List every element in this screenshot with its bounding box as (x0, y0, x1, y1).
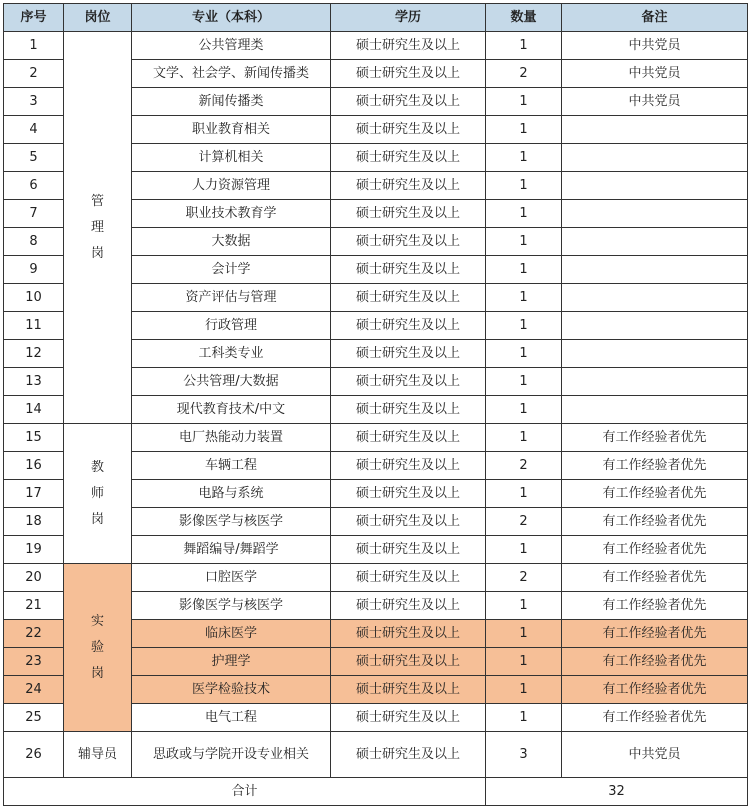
row-education: 硕士研究生及以上 (331, 452, 486, 480)
row-major: 公共管理/大数据 (132, 368, 331, 396)
total-row (4, 778, 748, 806)
row-remark: 有工作经验者优先 (562, 508, 748, 536)
row-no: 8 (4, 228, 64, 256)
row-no: 9 (4, 256, 64, 284)
row-remark: 中共党员 (562, 88, 748, 116)
row-major (132, 732, 331, 778)
header-quantity: 数量 (486, 4, 562, 32)
row-no: 20 (4, 564, 64, 592)
row-quantity: 1 (486, 676, 562, 704)
row-no: 7 (4, 200, 64, 228)
row-major: 影像医学与核医学 (132, 508, 331, 536)
row-education: 硕士研究生及以上 (331, 508, 486, 536)
row-education: 硕士研究生及以上 (331, 368, 486, 396)
row-quantity: 1 (486, 340, 562, 368)
group-char: 理 (90, 219, 104, 235)
row-remark (562, 144, 748, 172)
row-education: 硕士研究生及以上 (331, 144, 486, 172)
row-major: 影像医学与核医学 (132, 592, 331, 620)
row-remark (562, 228, 748, 256)
row-no: 24 (4, 676, 64, 704)
row-quantity: 1 (486, 704, 562, 732)
group-counselor: 辅导员 (64, 732, 132, 778)
row-major: 医学检验技术 (132, 676, 331, 704)
row-no: 22 (4, 620, 64, 648)
row-quantity: 1 (486, 592, 562, 620)
row-remark (562, 200, 748, 228)
row-quantity: 1 (486, 648, 562, 676)
header-no: 序号 (4, 4, 64, 32)
row-education: 硕士研究生及以上 (331, 60, 486, 88)
row-remark: 有工作经验者优先 (562, 536, 748, 564)
group-char: 师 (90, 485, 104, 501)
row-no: 13 (4, 368, 64, 396)
row-education: 硕士研究生及以上 (331, 396, 486, 424)
group-char: 实 (90, 613, 104, 629)
group-char: 验 (90, 639, 104, 655)
row-no: 5 (4, 144, 64, 172)
row-remark (562, 256, 748, 284)
row-education: 硕士研究生及以上 (331, 732, 486, 778)
row-education: 硕士研究生及以上 (331, 676, 486, 704)
row-education: 硕士研究生及以上 (331, 536, 486, 564)
row-no: 11 (4, 312, 64, 340)
row-education: 硕士研究生及以上 (331, 648, 486, 676)
table-row (4, 424, 748, 452)
row-major: 会计学 (132, 256, 331, 284)
header-major: 专业（本科） (132, 4, 331, 32)
row-quantity: 1 (486, 368, 562, 396)
row-no: 17 (4, 480, 64, 508)
row-education: 硕士研究生及以上 (331, 564, 486, 592)
group-teacher (64, 424, 132, 564)
row-no: 10 (4, 284, 64, 312)
row-no: 23 (4, 648, 64, 676)
row-major: 新闻传播类 (132, 88, 331, 116)
group-char: 管 (90, 193, 104, 209)
recruitment-table (3, 3, 748, 806)
row-education: 硕士研究生及以上 (331, 480, 486, 508)
row-remark: 有工作经验者优先 (562, 620, 748, 648)
row-major: 人力资源管理 (132, 172, 331, 200)
row-quantity: 2 (486, 564, 562, 592)
row-education: 硕士研究生及以上 (331, 312, 486, 340)
row-quantity: 1 (486, 32, 562, 60)
row-education: 硕士研究生及以上 (331, 256, 486, 284)
total-label: 合计 (4, 778, 486, 806)
group-management (64, 32, 132, 424)
row-education: 硕士研究生及以上 (331, 424, 486, 452)
row-quantity: 1 (486, 228, 562, 256)
row-major: 职业技术教育学 (132, 200, 331, 228)
row-education: 硕士研究生及以上 (331, 284, 486, 312)
row-major: 资产评估与管理 (132, 284, 331, 312)
row-education: 硕士研究生及以上 (331, 32, 486, 60)
row-quantity: 1 (486, 536, 562, 564)
row-quantity: 1 (486, 88, 562, 116)
row-major: 临床医学 (132, 620, 331, 648)
row-education: 硕士研究生及以上 (331, 592, 486, 620)
header-position: 岗位 (64, 4, 132, 32)
row-quantity: 1 (486, 424, 562, 452)
row-no: 3 (4, 88, 64, 116)
table-row (4, 732, 748, 778)
row-education: 硕士研究生及以上 (331, 116, 486, 144)
table-row (4, 564, 748, 592)
row-quantity: 1 (486, 620, 562, 648)
row-major: 电气工程 (132, 704, 331, 732)
row-remark: 有工作经验者优先 (562, 704, 748, 732)
row-major: 舞蹈编导/舞蹈学 (132, 536, 331, 564)
row-no: 16 (4, 452, 64, 480)
row-education: 硕士研究生及以上 (331, 340, 486, 368)
row-no: 25 (4, 704, 64, 732)
header-remarks: 备注 (562, 4, 748, 32)
row-quantity: 1 (486, 396, 562, 424)
row-no: 6 (4, 172, 64, 200)
row-education: 硕士研究生及以上 (331, 88, 486, 116)
row-quantity: 2 (486, 508, 562, 536)
row-remark: 有工作经验者优先 (562, 564, 748, 592)
total-value: 32 (486, 778, 748, 806)
row-major: 职业教育相关 (132, 116, 331, 144)
row-remark: 有工作经验者优先 (562, 676, 748, 704)
row-education: 硕士研究生及以上 (331, 200, 486, 228)
row-remark (562, 116, 748, 144)
row-remark: 有工作经验者优先 (562, 424, 748, 452)
row-major: 计算机相关 (132, 144, 331, 172)
header-row (4, 4, 748, 32)
row-remark (562, 368, 748, 396)
table-row (4, 32, 748, 60)
row-major: 口腔医学 (132, 564, 331, 592)
row-no: 26 (4, 732, 64, 778)
row-major: 现代教育技术/中文 (132, 396, 331, 424)
group-char: 岗 (90, 665, 104, 681)
row-major: 文学、社会学、新闻传播类 (132, 60, 331, 88)
row-remark: 中共党员 (562, 32, 748, 60)
row-quantity: 1 (486, 256, 562, 284)
row-major: 车辆工程 (132, 452, 331, 480)
row-remark (562, 340, 748, 368)
row-remark (562, 312, 748, 340)
row-remark: 有工作经验者优先 (562, 648, 748, 676)
row-education: 硕士研究生及以上 (331, 704, 486, 732)
row-no: 4 (4, 116, 64, 144)
row-no: 15 (4, 424, 64, 452)
row-no: 18 (4, 508, 64, 536)
row-education: 硕士研究生及以上 (331, 172, 486, 200)
row-quantity: 1 (486, 312, 562, 340)
row-major: 电路与系统 (132, 480, 331, 508)
row-quantity: 2 (486, 60, 562, 88)
row-remark: 中共党员 (562, 60, 748, 88)
row-quantity: 1 (486, 116, 562, 144)
row-no: 1 (4, 32, 64, 60)
group-char: 岗 (90, 245, 104, 261)
group-char: 教 (90, 459, 104, 475)
row-education: 硕士研究生及以上 (331, 620, 486, 648)
row-quantity: 3 (486, 732, 562, 778)
row-major-text: 思政或与学院开设专业相关 (152, 746, 309, 762)
row-major: 公共管理类 (132, 32, 331, 60)
row-quantity: 2 (486, 452, 562, 480)
row-remark: 中共党员 (562, 732, 748, 778)
row-education: 硕士研究生及以上 (331, 228, 486, 256)
row-no: 14 (4, 396, 64, 424)
row-remark: 有工作经验者优先 (562, 452, 748, 480)
row-remark (562, 284, 748, 312)
row-major: 电厂热能动力装置 (132, 424, 331, 452)
row-quantity: 1 (486, 284, 562, 312)
row-quantity: 1 (486, 172, 562, 200)
header-education: 学历 (331, 4, 486, 32)
row-major: 护理学 (132, 648, 331, 676)
row-remark: 有工作经验者优先 (562, 592, 748, 620)
row-remark (562, 172, 748, 200)
group-lab (64, 564, 132, 732)
row-no: 19 (4, 536, 64, 564)
row-quantity: 1 (486, 480, 562, 508)
row-no: 12 (4, 340, 64, 368)
row-major: 大数据 (132, 228, 331, 256)
row-major: 工科类专业 (132, 340, 331, 368)
row-quantity: 1 (486, 144, 562, 172)
row-no: 21 (4, 592, 64, 620)
row-major: 行政管理 (132, 312, 331, 340)
row-quantity: 1 (486, 200, 562, 228)
group-char: 岗 (90, 511, 104, 527)
row-remark: 有工作经验者优先 (562, 480, 748, 508)
row-no: 2 (4, 60, 64, 88)
row-remark (562, 396, 748, 424)
